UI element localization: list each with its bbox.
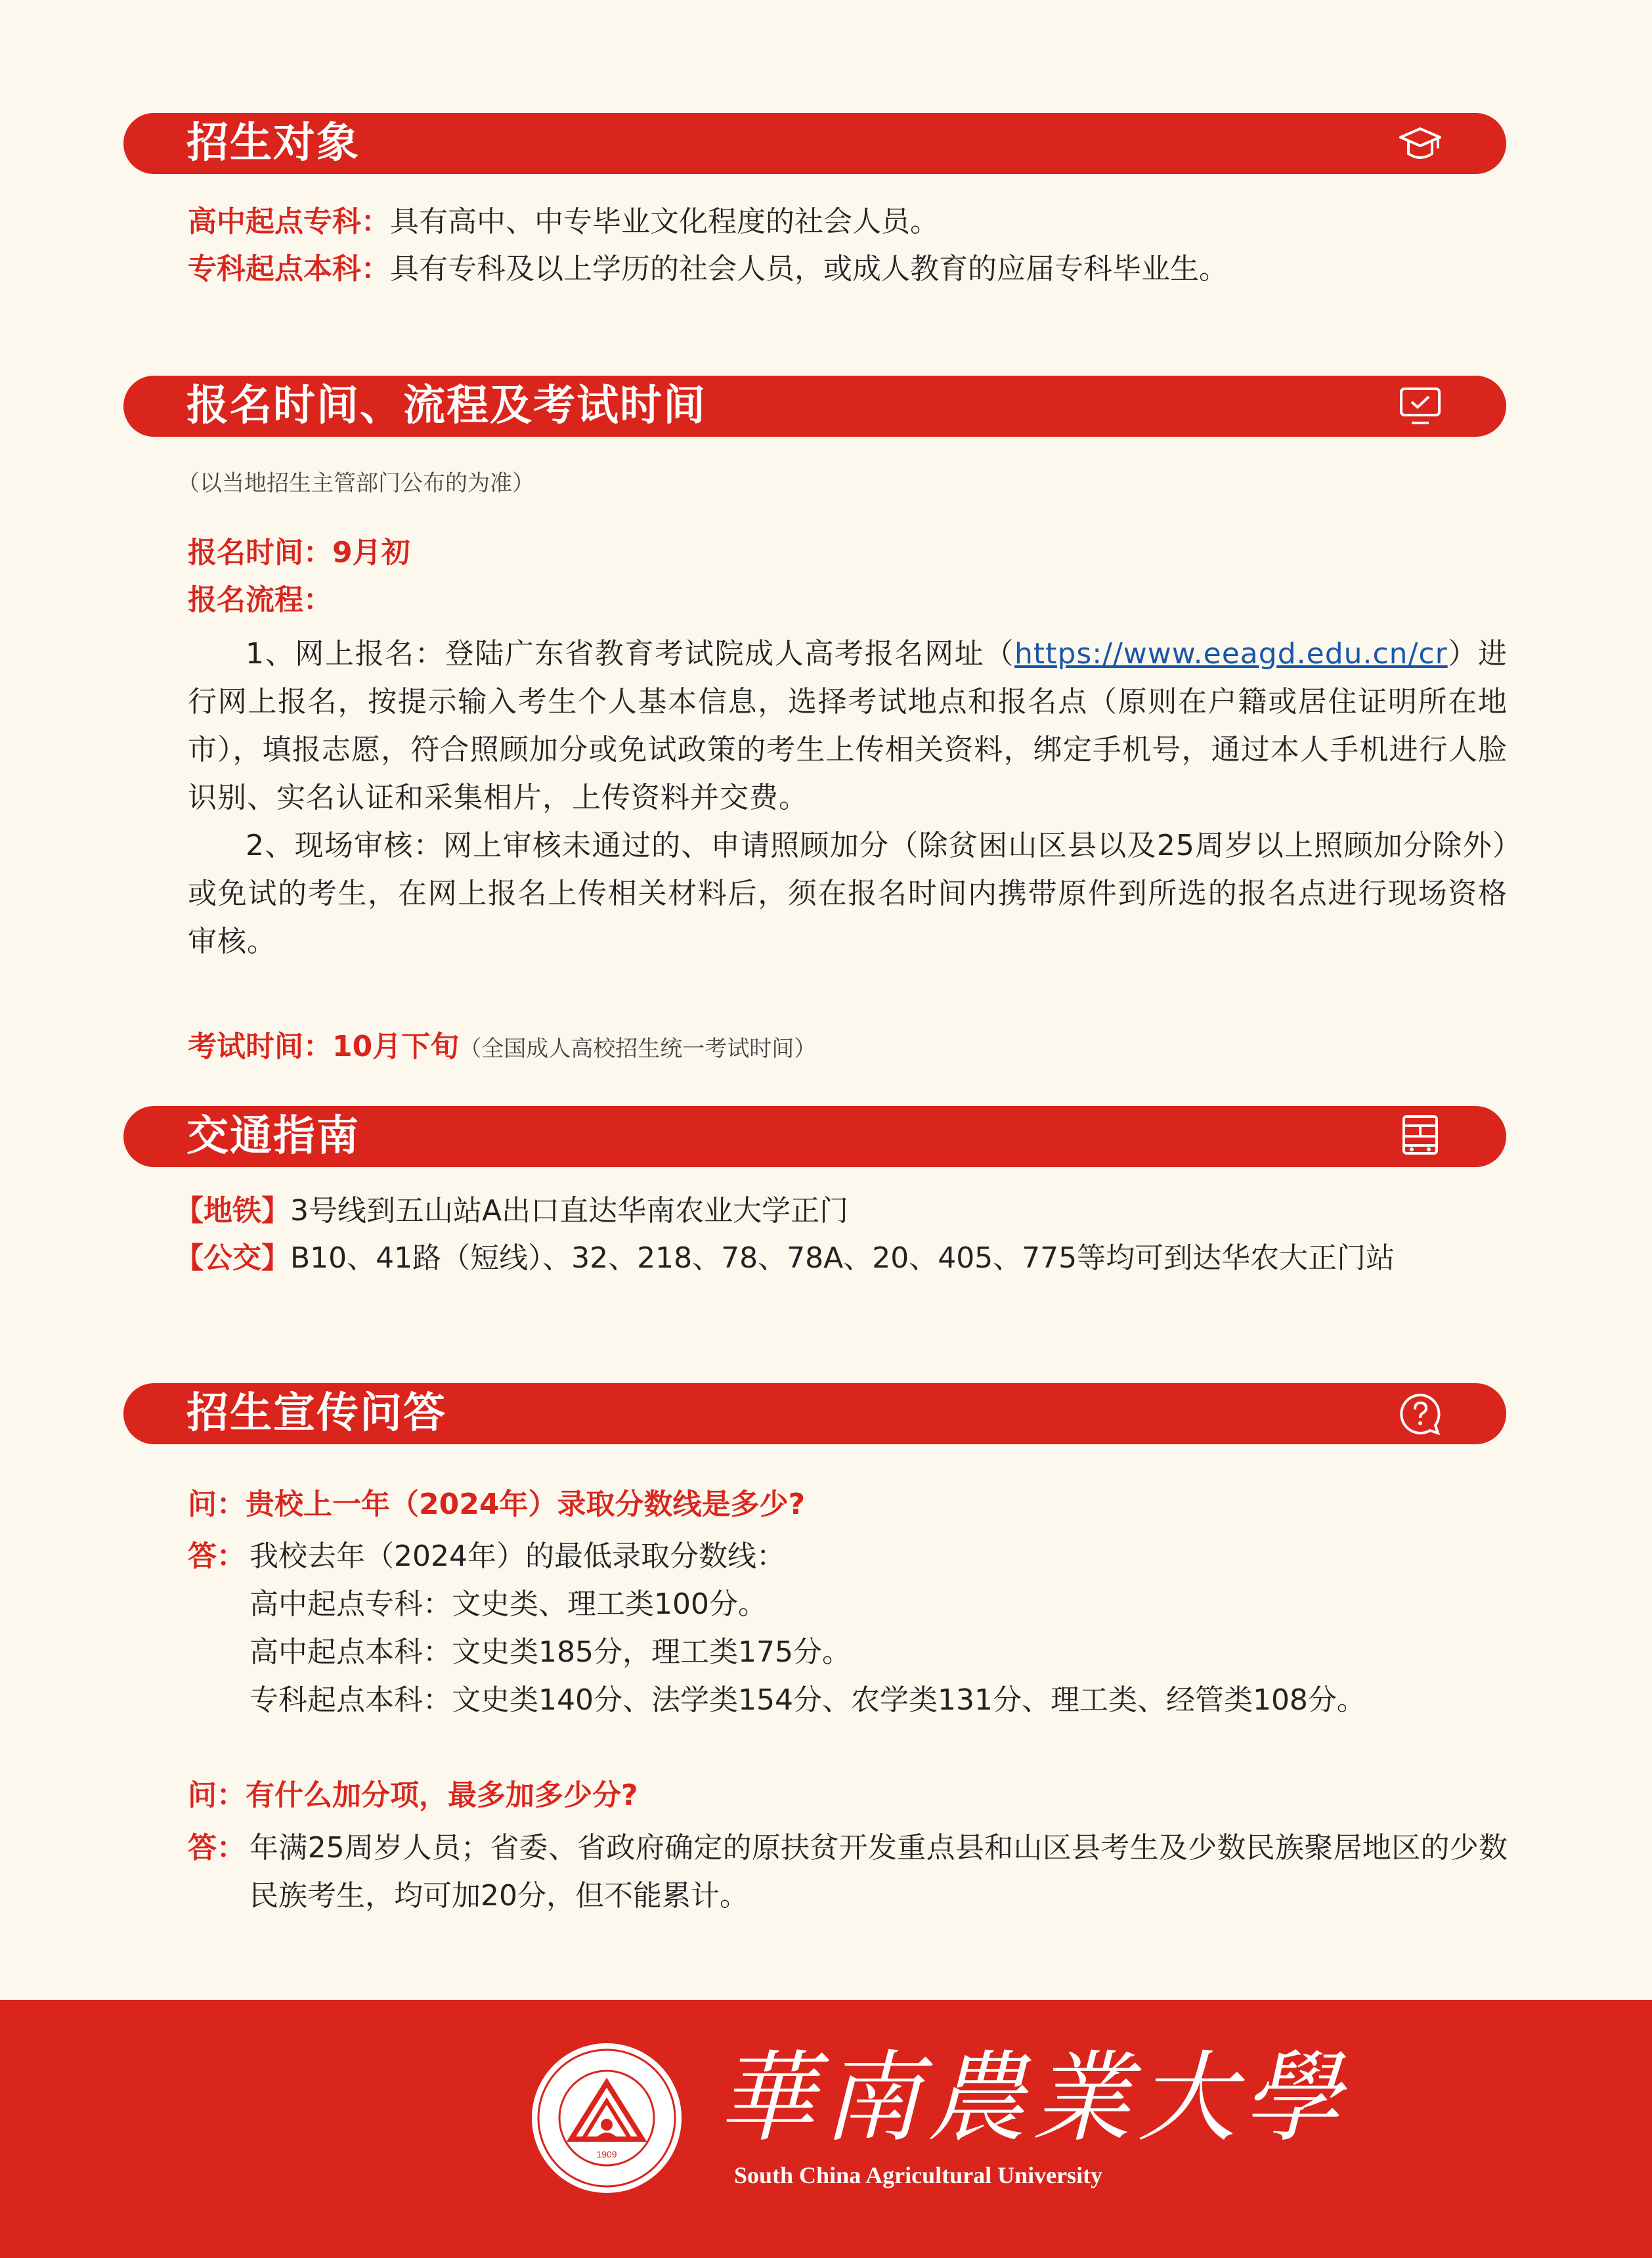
registration-time: 报名时间：9月初 [188,536,410,569]
process-steps [188,630,1508,965]
question-mark: 问： [188,1488,246,1521]
answer-2: 年满25周岁人员；省委、省政府确定的原扶贫开发重点县和山区县考生及少数民族聚居地区的少数民族考生，均可加20分，但不能累计。 [250,1831,1508,1913]
question-2 [188,1772,1508,1819]
answer-line: 专科起点本科：文史类140分、法学类154分、农学类131分、理工类、经管类108分。 [250,1683,1366,1717]
answer-mark: 答： [188,1831,246,1865]
answer-mark: 答： [188,1539,246,1573]
monitor-check-icon [1397,384,1443,430]
answer-line: 高中起点本科：文史类185分，理工类175分。 [250,1635,851,1669]
step-1-text-b: ）进行网上报名，按提示输入考生个人基本信息，选择考试地点和报名点（原则在户籍或居住证明所在地市），填报志愿，符合照顾加分或免试政策的考生上传相关资料，绑定手机号，通过本人手机进行人脸识别、实名认证和采集相片，上传资料并交费。 [188,637,1508,814]
section-banner-admission-target [123,113,1506,174]
metro-line [175,1187,1494,1235]
graduation-cap-icon [1397,121,1443,167]
exam-time-note: （全国成人高校招生统一考试时间） [459,1036,817,1062]
step-2: 2、现场审核：网上审核未通过的、申请照顾加分（除贫困山区县以及25周岁以上照顾加分除外）或免试的考生，在网上报名上传相关材料后，须在报名时间内携带原件到所选的报名点进行现场资格审核。 [188,829,1508,958]
question-bubble-icon [1397,1391,1443,1437]
section-title: 交通指南 [186,1112,360,1161]
target-text: 具有高中、中专毕业文化程度的社会人员。 [390,205,939,238]
target-text: 具有专科及以上学历的社会人员，或成人教育的应届专科毕业生。 [390,252,1228,286]
answer-line: 高中起点专科：文史类、理工类100分。 [250,1587,767,1621]
target-item-2 [188,246,1508,293]
section-banner-registration [123,376,1506,437]
bus-line [175,1235,1494,1282]
seal-year: 1909 [596,2149,617,2159]
section-title: 报名时间、流程及考试时间 [186,382,706,430]
train-icon [1397,1114,1443,1160]
exam-time [188,1023,1508,1073]
bus-text: B10、41路（短线）、32、218、78、78A、20、405、775等均可到达华农大正门站 [290,1241,1395,1275]
section-title: 招生宣传问答 [186,1389,446,1438]
university-name-cn: 華南農業大學 [717,2041,1348,2156]
registration-link[interactable]: https://www.eeagd.edu.cn/cr [1014,637,1448,671]
question-1 [188,1481,1508,1528]
section-banner-faq [123,1383,1506,1444]
footer [0,2000,1652,2258]
target-item-1 [188,198,1508,246]
answer-1 [250,1532,1508,1724]
question-text: 贵校上一年（2024年）录取分数线是多少? [246,1488,805,1521]
metro-label: 【地铁】 [175,1194,290,1228]
question-mark: 问： [188,1779,246,1812]
university-seal-logo [529,2041,684,2196]
target-label: 专科起点本科： [188,252,390,286]
process-label: 报名流程： [188,583,332,617]
answer-line: 我校去年（2024年）的最低录取分数线： [250,1539,785,1573]
university-name-en: South China Agricultural University [734,2162,1103,2188]
notice-note: （以当地招生主管部门公布的为准） [177,470,534,497]
step-1 [188,630,1508,822]
metro-text: 3号线到五山站A出口直达华南农业大学正门 [290,1194,849,1228]
bus-label: 【公交】 [175,1241,290,1275]
exam-time-label: 考试时间：10月下旬 [188,1030,460,1063]
step-1-text-a: 1、网上报名：登陆广东省教育考试院成人高考报名网址（ [246,637,1015,671]
target-label: 高中起点专科： [188,205,390,238]
question-text: 有什么加分项，最多加多少分? [246,1779,638,1812]
section-title: 招生对象 [186,119,360,167]
section-banner-transport [123,1106,1506,1167]
